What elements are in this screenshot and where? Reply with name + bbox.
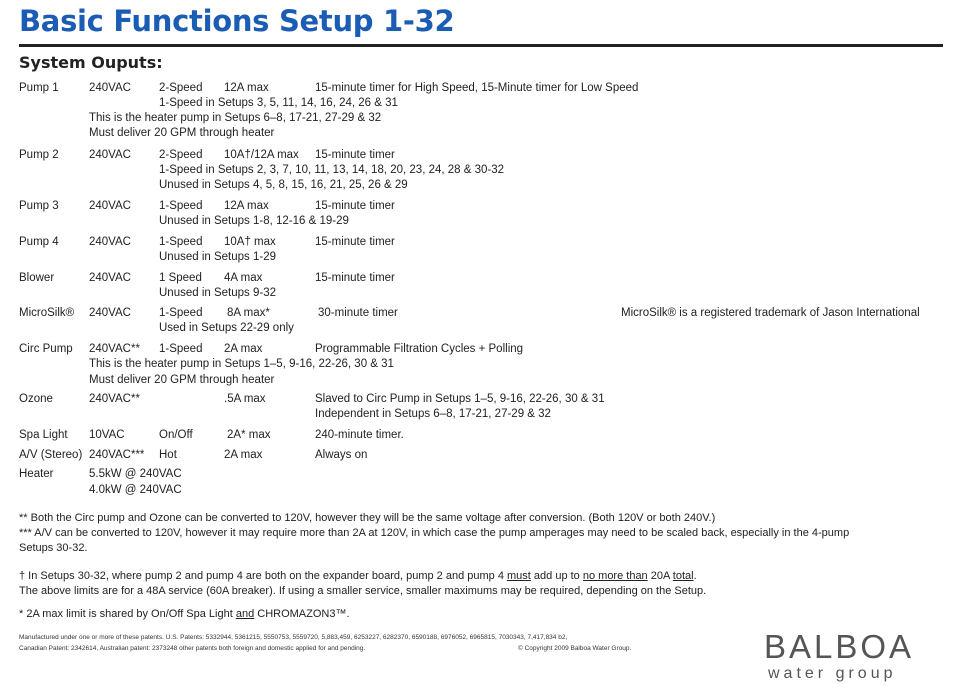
output-label: Pump 2 — [19, 149, 59, 161]
output-amps: 2A max — [224, 449, 263, 461]
logo-wordmark: BALBOA — [764, 628, 915, 665]
output-speed: On/Off — [159, 429, 193, 441]
output-detail: 1-Speed in Setups 2, 3, 7, 10, 11, 13, 14, 18, 20, 23, 24, 28 & 30-32 — [159, 164, 505, 176]
output-voltage: 10VAC — [89, 429, 125, 441]
output-amps: 12A max — [224, 82, 269, 94]
output-speed: 1 Speed — [159, 272, 202, 284]
note-text: add up to — [530, 570, 583, 582]
output-detail-wide: This is the heater pump in Setups 6–8, 17-21, 27-29 & 32 — [89, 112, 382, 124]
output-speed: 1-Speed — [159, 343, 203, 355]
output-function: 15-minute timer — [315, 236, 395, 248]
output-function: 15-minute timer — [315, 200, 395, 212]
output-label: Ozone — [19, 393, 53, 405]
output-amps: 8A max* — [227, 307, 270, 319]
output-voltage: 240VAC — [89, 149, 131, 161]
underlined-text: total — [672, 570, 694, 582]
footnote — [19, 541, 88, 555]
output-function: 30-minute timer — [318, 307, 398, 319]
output-function: 15-minute timer for High Speed, 15-Minute timer for Low Speed — [315, 82, 639, 94]
balboa-logo — [762, 628, 947, 688]
output-speed: 1-Speed — [159, 200, 203, 212]
footnote — [19, 511, 715, 525]
output-voltage: 240VAC — [89, 200, 131, 212]
output-voltage: 240VAC — [89, 82, 131, 94]
output-label: Pump 3 — [19, 200, 59, 212]
output-detail: Used in Setups 22-29 only — [159, 322, 294, 334]
output-label: Circ Pump — [19, 343, 73, 355]
output-function: 15-minute timer — [315, 272, 395, 284]
output-detail-wide: Must deliver 20 GPM through heater — [89, 127, 275, 139]
note-text: The above limits are for a 48A service (60A breaker). If using a smaller service, smaller maximums may be required, depending on the Setup. — [19, 585, 707, 597]
output-detail: Unused in Setups 1-8, 12-16 & 19-29 — [159, 215, 349, 227]
output-function: Programmable Filtration Cycles + Polling — [315, 343, 524, 355]
output-speed: 2-Speed — [159, 82, 203, 94]
output-extra: MicroSilk® is a registered trademark of Jason International — [621, 307, 920, 319]
output-detail-wide: Must deliver 20 GPM through heater — [89, 374, 275, 386]
output-label: Pump 4 — [19, 236, 59, 248]
output-amps: 2A* max — [227, 429, 271, 441]
output-amps: 10A†/12A max — [224, 149, 299, 161]
output-speed: 1-Speed — [159, 307, 203, 319]
footnote — [19, 584, 706, 598]
output-label: A/V (Stereo) — [19, 449, 83, 461]
output-detail: Unused in Setups 4, 5, 8, 15, 16, 21, 25, 26 & 29 — [159, 179, 408, 191]
output-voltage: 240VAC — [89, 307, 131, 319]
footnote — [19, 569, 697, 583]
output-function: Independent in Setups 6–8, 17-21, 27-29 & 32 — [315, 408, 551, 420]
output-amps: .5A max — [224, 393, 266, 405]
output-label: Pump 1 — [19, 82, 59, 94]
note-text: 20A — [647, 570, 673, 582]
output-label: Heater — [19, 468, 54, 480]
footnote — [19, 526, 849, 540]
output-voltage: 240VAC*** — [89, 449, 145, 461]
output-voltage: 240VAC** — [89, 343, 140, 355]
output-function: 240-minute timer. — [315, 429, 404, 441]
output-detail: Unused in Setups 9-32 — [159, 287, 276, 299]
underlined-text: must — [507, 570, 531, 582]
output-label: Blower — [19, 272, 55, 284]
output-detail-wide: This is the heater pump in Setups 1–5, 9-16, 22-26, 30 & 31 — [89, 358, 394, 370]
output-speed: Hot — [159, 449, 177, 461]
note-text: Setups 30-32. — [19, 542, 88, 554]
output-amps: 4A max — [224, 272, 263, 284]
output-speed: 2-Speed — [159, 149, 203, 161]
output-function: Slaved to Circ Pump in Setups 1–5, 9-16, 22-26, 30 & 31 — [315, 393, 605, 405]
output-voltage: 4.0kW @ 240VAC — [89, 484, 182, 496]
patents-line-1: Manufactured under one or more of these patents. U.S. Patents: 5332944, 5361215, 5550753, 5559720, 5,883,459, 6253227, 6282370, 6590188, 6976052, 6965815, 7030343, 7,417,834 b2, — [19, 634, 568, 641]
output-detail: Unused in Setups 1-29 — [159, 251, 276, 263]
underlined-text: no more than — [582, 570, 648, 582]
output-function: 15-minute timer — [315, 149, 395, 161]
output-amps: 2A max — [224, 343, 263, 355]
title-divider — [19, 44, 943, 47]
output-voltage: 240VAC — [89, 272, 131, 284]
output-label: Spa Light — [19, 429, 68, 441]
note-text: . — [693, 570, 697, 582]
footnote — [19, 607, 350, 621]
note-text: *** A/V can be converted to 120V, however it may require more than 2A at 120V, in which case the pump amperages may need to be scaled back, especially in the 4-pump — [19, 527, 850, 539]
copyright: © Copyright 2009 Balboa Water Group. — [518, 645, 632, 652]
output-label: MicroSilk® — [19, 307, 75, 319]
output-detail: 1-Speed in Setups 3, 5, 11, 14, 16, 24, 26 & 31 — [159, 97, 398, 109]
output-voltage: 5.5kW @ 240VAC — [89, 468, 182, 480]
output-voltage: 240VAC** — [89, 393, 140, 405]
logo-tagline: water group — [768, 665, 897, 682]
page-title: Basic Functions Setup 1-32 — [19, 4, 455, 38]
note-text: ** Both the Circ pump and Ozone can be converted to 120V, however they will be the same voltage after conversion. (Both 120V or both 240V.) — [19, 512, 716, 524]
output-amps: 12A max — [224, 200, 269, 212]
output-voltage: 240VAC — [89, 236, 131, 248]
underlined-text: and — [235, 608, 255, 620]
patents-line-2: Canadian Patent: 2342614, Australian patent: 2373248 other patents both foreign and domestic applied for and pending. — [19, 645, 366, 652]
output-function: Always on — [315, 449, 368, 461]
note-text: * 2A max limit is shared by On/Off Spa Light — [19, 608, 236, 620]
output-speed: 1-Speed — [159, 236, 203, 248]
section-heading: System Ouputs: — [19, 53, 163, 72]
note-text: CHROMAZON3™. — [254, 608, 350, 620]
note-text: † In Setups 30-32, where pump 2 and pump 4 are both on the expander board, pump 2 and pump 4 — [19, 570, 508, 582]
output-amps: 10A† max — [224, 236, 276, 248]
